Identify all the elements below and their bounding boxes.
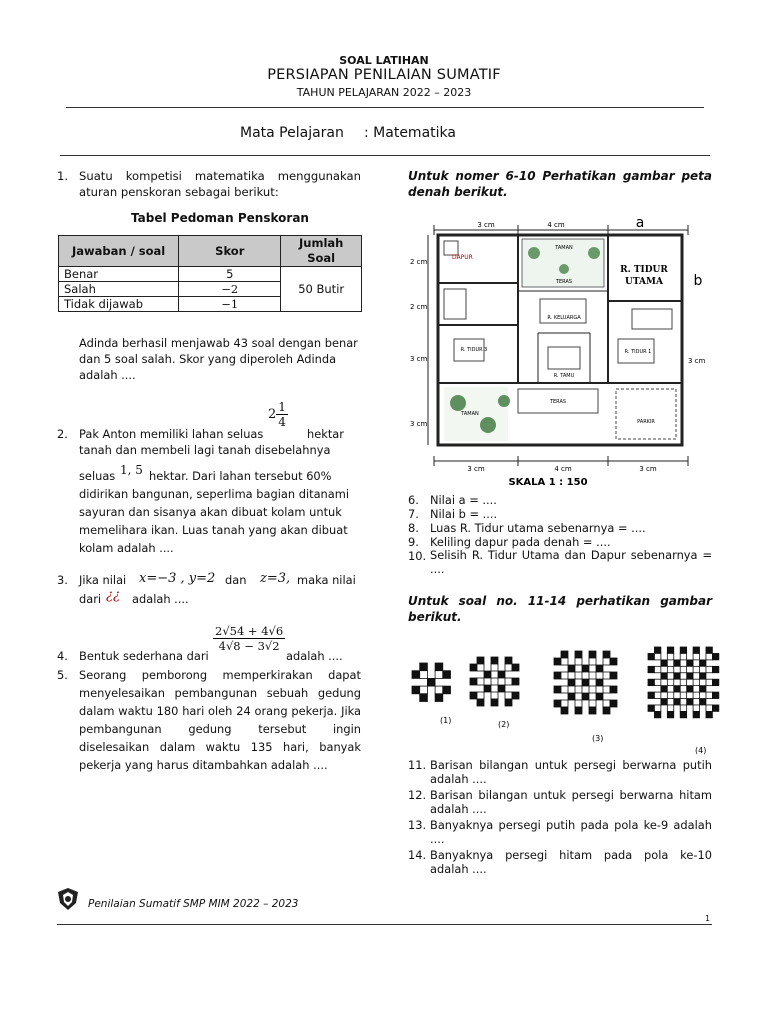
black-square xyxy=(706,711,712,717)
white-square xyxy=(706,653,712,659)
black-square xyxy=(693,647,699,653)
white-square xyxy=(491,678,498,685)
dim-label: 2 cm xyxy=(410,303,428,311)
black-square xyxy=(484,685,491,692)
black-square xyxy=(477,699,484,706)
black-square xyxy=(589,707,596,714)
table-cell: −2 xyxy=(179,282,281,297)
white-square xyxy=(706,666,712,672)
black-square xyxy=(596,693,603,700)
black-square xyxy=(674,699,680,705)
black-square xyxy=(687,699,693,705)
dim-label: 3 cm xyxy=(467,465,485,473)
question-text: maka nilai xyxy=(297,573,356,587)
room-label: TERAS xyxy=(555,279,573,285)
black-square xyxy=(498,671,505,678)
fraction xyxy=(276,400,288,429)
white-square xyxy=(505,678,512,685)
black-square xyxy=(674,660,680,666)
map-scale: SKALA 1 : 150 xyxy=(508,477,588,488)
room-label: TAMAN xyxy=(461,411,479,417)
header-year: TAHUN PELAJARAN 2022 – 2023 xyxy=(296,86,472,99)
black-square xyxy=(654,711,660,717)
question-text: Barisan bilangan untuk persegi berwarna putih adalah .... xyxy=(430,758,712,786)
question-text: seluas xyxy=(79,469,116,483)
question-text: Suatu kompetisi matematika menggunakan aturan penskoran sebagai berikut: xyxy=(79,169,361,199)
question-text: dan xyxy=(225,573,247,587)
black-square xyxy=(712,705,718,711)
dim-label: 4 cm xyxy=(547,221,565,229)
black-square xyxy=(470,692,477,699)
radical-fraction xyxy=(213,624,285,653)
white-square xyxy=(575,672,582,679)
header-title: SOAL LATIHAN xyxy=(339,54,429,67)
question-text: Luas R. Tidur utama sebenarnya = .... xyxy=(430,521,646,535)
question-number: 2. xyxy=(57,427,68,441)
black-square xyxy=(561,651,568,658)
question-text: Banyaknya persegi hitam pada pola ke-10 adalah .... xyxy=(430,848,712,876)
black-square xyxy=(512,678,519,685)
question-number: 4. xyxy=(57,649,68,663)
subject-value: : Matematika xyxy=(364,125,456,141)
question-text: Banyaknya persegi putih pada pola ke-9 adalah .... xyxy=(430,818,712,846)
white-square xyxy=(561,686,568,693)
table-cell: 5 xyxy=(179,267,281,282)
black-square xyxy=(603,651,610,658)
black-square xyxy=(648,705,654,711)
white-square xyxy=(654,666,660,672)
white-square xyxy=(693,666,699,672)
dim-label: 4 cm xyxy=(554,465,572,473)
black-square xyxy=(505,699,512,706)
question-text: Pak Anton memiliki lahan seluas xyxy=(79,427,264,441)
black-square xyxy=(554,672,561,679)
question-text: dari xyxy=(79,592,102,606)
white-square xyxy=(435,671,443,679)
black-square xyxy=(554,700,561,707)
black-square xyxy=(484,671,491,678)
white-square xyxy=(589,658,596,665)
room-label: TAMAN xyxy=(555,245,573,251)
black-square xyxy=(661,673,667,679)
white-square xyxy=(680,705,686,711)
question-text: didirikan bangunan, seperlima bagian ditanami xyxy=(79,487,350,501)
white-square xyxy=(667,705,673,711)
black-square xyxy=(568,665,575,672)
black-square xyxy=(693,711,699,717)
white-square xyxy=(603,686,610,693)
black-square xyxy=(568,693,575,700)
black-square xyxy=(610,700,617,707)
column-header: Skor xyxy=(179,236,281,267)
white-square xyxy=(491,692,498,699)
room-label: UTAMA xyxy=(625,277,663,287)
black-square xyxy=(712,666,718,672)
white-square xyxy=(667,666,673,672)
black-square xyxy=(667,711,673,717)
question-text: sayuran dan sisanya akan dibuat kolam untuk xyxy=(79,505,342,519)
dim-label: 3 cm xyxy=(639,465,657,473)
white-square xyxy=(589,672,596,679)
dim-label: 3 cm xyxy=(410,355,428,363)
black-square xyxy=(680,711,686,717)
white-square xyxy=(575,700,582,707)
black-square xyxy=(561,707,568,714)
black-square xyxy=(420,694,428,702)
pattern-2 xyxy=(470,657,519,706)
table-title: Tabel Pedoman Penskoran xyxy=(131,211,309,225)
white-square xyxy=(706,679,712,685)
black-square xyxy=(680,647,686,653)
black-square xyxy=(687,673,693,679)
fraction-denominator: 4 xyxy=(278,415,286,429)
black-square xyxy=(435,663,443,671)
white-square xyxy=(603,672,610,679)
black-square xyxy=(589,651,596,658)
question-number: 14. xyxy=(408,848,427,862)
black-square xyxy=(477,657,484,664)
white-square xyxy=(477,692,484,699)
black-square xyxy=(706,647,712,653)
black-square xyxy=(582,679,589,686)
column-header: Jumlah Soal xyxy=(281,236,362,267)
white-square xyxy=(603,700,610,707)
black-square xyxy=(412,686,420,694)
mixed-whole: 2 xyxy=(268,407,277,422)
black-square xyxy=(443,686,451,694)
map-instruction: Untuk nomer 6-10 Perhatikan gambar peta denah berikut. xyxy=(408,169,712,199)
room-label: R. TIDUR 1 xyxy=(624,349,652,355)
table-cell-jumlah: 50 Butir xyxy=(281,267,362,312)
white-square xyxy=(561,672,568,679)
white-square xyxy=(477,664,484,671)
white-square xyxy=(505,692,512,699)
pattern-instruction: Untuk soal no. 11-14 perhatikan gambar berikut. xyxy=(408,594,712,624)
dim-label: 3 cm xyxy=(477,221,495,229)
footer-divider xyxy=(57,924,712,925)
question-text: tanah dan membeli lagi tanah disebelahnya xyxy=(79,443,331,457)
fraction xyxy=(213,624,285,653)
room-label: DAPUR xyxy=(452,254,473,261)
table-cell: Benar xyxy=(59,267,179,282)
white-square xyxy=(680,692,686,698)
black-square xyxy=(443,671,451,679)
subject-label: Mata Pelajaran xyxy=(240,125,344,141)
black-square xyxy=(498,685,505,692)
black-square xyxy=(435,694,443,702)
white-square xyxy=(667,679,673,685)
black-square xyxy=(512,664,519,671)
black-square xyxy=(610,658,617,665)
white-square xyxy=(561,658,568,665)
question-number: 13. xyxy=(408,818,427,832)
question-number: 11. xyxy=(408,758,427,772)
room-label: R. TIDUR 3 xyxy=(460,347,488,353)
white-square xyxy=(706,692,712,698)
white-square xyxy=(477,678,484,685)
question-text: adalah .... xyxy=(286,649,343,663)
white-square xyxy=(505,664,512,671)
black-square xyxy=(596,679,603,686)
fraction-numerator: 1 xyxy=(278,400,286,414)
question-text: Bentuk sederhana dari xyxy=(79,649,209,663)
black-square xyxy=(610,686,617,693)
question-text: adalah .... xyxy=(132,592,189,606)
question-text: Keliling dapur pada denah = .... xyxy=(430,535,611,549)
black-square xyxy=(700,673,706,679)
fraction-numerator: 2√54 + 4√6 xyxy=(215,624,284,638)
pattern-label: (2) xyxy=(498,720,510,729)
black-square xyxy=(654,647,660,653)
black-square xyxy=(648,666,654,672)
black-square xyxy=(687,686,693,692)
question-text: Nilai a = .... xyxy=(430,493,497,507)
fraction-denominator: 4√8 − 3√2 xyxy=(218,639,280,653)
black-square xyxy=(554,658,561,665)
black-square xyxy=(712,653,718,659)
dim-label: 2 cm xyxy=(410,258,428,266)
black-square xyxy=(470,678,477,685)
scoring-table xyxy=(58,235,362,312)
question-number: 1. xyxy=(57,169,69,183)
pattern-label: (3) xyxy=(592,734,604,743)
question-text: kolam adalah .... xyxy=(79,541,174,555)
pattern-label: (4) xyxy=(695,746,707,755)
floor-plan-map xyxy=(408,213,712,491)
math-expression: x=−3 , y=2 xyxy=(139,571,216,586)
room-label: PARKIR xyxy=(637,419,655,425)
black-square xyxy=(674,673,680,679)
question-number: 5. xyxy=(57,668,68,682)
column-header: Jawaban / soal xyxy=(59,236,179,267)
math-value: 1, 5 xyxy=(120,463,143,477)
table-header-row xyxy=(59,236,362,267)
pattern-1 xyxy=(412,663,451,702)
white-square xyxy=(435,686,443,694)
question-text: Selisih R. Tidur Utama dan Dapur sebenarnya = .... xyxy=(430,548,712,576)
white-square xyxy=(680,679,686,685)
white-square xyxy=(693,692,699,698)
white-square xyxy=(654,692,660,698)
subject-line xyxy=(240,125,456,141)
header-subtitle: PERSIAPAN PENILAIAN SUMATIF xyxy=(267,67,501,83)
math-expression: z=3, xyxy=(260,571,291,586)
black-square xyxy=(491,699,498,706)
white-square xyxy=(420,671,428,679)
white-square xyxy=(575,686,582,693)
white-square xyxy=(667,692,673,698)
question-number: 9. xyxy=(408,535,419,549)
white-square xyxy=(491,664,498,671)
black-square xyxy=(667,647,673,653)
white-square xyxy=(706,705,712,711)
black-square xyxy=(661,699,667,705)
pattern-label: (1) xyxy=(440,716,452,725)
black-square xyxy=(700,686,706,692)
black-square xyxy=(420,663,428,671)
question-number: 7. xyxy=(408,507,419,521)
question-text: memelihara ikan. Luas tanah yang akan dibuat xyxy=(79,523,348,537)
room-label: R. KELUARGA xyxy=(547,315,581,321)
white-square xyxy=(680,666,686,672)
white-square xyxy=(575,658,582,665)
white-square xyxy=(693,653,699,659)
pattern-4 xyxy=(648,647,719,718)
question-text: hektar. Dari lahan tersebut 60% xyxy=(149,469,332,483)
black-square xyxy=(674,686,680,692)
black-square xyxy=(700,699,706,705)
question-number: 3. xyxy=(57,573,68,587)
white-square xyxy=(654,679,660,685)
black-square xyxy=(470,664,477,671)
black-square xyxy=(505,657,512,664)
black-square xyxy=(700,660,706,666)
white-square xyxy=(693,679,699,685)
question-1-followup: Adinda berhasil menjawab 43 soal dengan benar dan 5 soal salah. Skor yang diperoleh Adinda adalah .... xyxy=(79,336,358,382)
header-divider xyxy=(66,107,704,108)
black-square xyxy=(596,665,603,672)
white-square xyxy=(420,686,428,694)
question-number: 6. xyxy=(408,493,419,507)
black-square xyxy=(712,679,718,685)
white-square xyxy=(680,653,686,659)
white-square xyxy=(589,700,596,707)
room-label: TERAS xyxy=(549,399,567,405)
white-square xyxy=(654,653,660,659)
mixed-fraction xyxy=(268,400,288,429)
table-cell: −1 xyxy=(179,297,281,312)
black-square xyxy=(575,651,582,658)
math-placeholder: ¿¿ xyxy=(106,588,120,603)
subject-divider xyxy=(60,155,710,156)
black-square xyxy=(603,707,610,714)
black-square xyxy=(568,679,575,686)
black-square xyxy=(582,665,589,672)
black-square xyxy=(582,693,589,700)
dim-label: 3 cm xyxy=(688,357,706,365)
question-number: 10. xyxy=(408,549,427,563)
white-square xyxy=(654,705,660,711)
black-square xyxy=(661,660,667,666)
black-square xyxy=(610,672,617,679)
question-text: Jika nilai xyxy=(79,573,127,587)
square-patterns xyxy=(408,645,752,760)
question-text: Nilai b = .... xyxy=(430,507,498,521)
black-square xyxy=(661,686,667,692)
question-text: hektar xyxy=(307,427,344,441)
black-square xyxy=(427,678,435,686)
school-logo-icon xyxy=(57,887,79,911)
white-square xyxy=(589,686,596,693)
black-square xyxy=(512,692,519,699)
pattern-3 xyxy=(554,651,617,714)
black-square xyxy=(648,692,654,698)
black-square xyxy=(648,679,654,685)
white-square xyxy=(693,705,699,711)
dim-label: 3 cm xyxy=(410,420,428,428)
page-number: 1 xyxy=(705,914,711,923)
black-square xyxy=(687,660,693,666)
table-row xyxy=(59,267,362,282)
footer-text: Penilaian Sumatif SMP MIM 2022 – 2023 xyxy=(88,898,299,910)
black-square xyxy=(554,686,561,693)
question-number: 12. xyxy=(408,788,427,802)
white-square xyxy=(603,658,610,665)
table-cell: Salah xyxy=(59,282,179,297)
black-square xyxy=(648,653,654,659)
black-square xyxy=(575,707,582,714)
room-label: R. TAMU xyxy=(553,373,575,379)
question-number: 8. xyxy=(408,521,419,535)
black-square xyxy=(712,692,718,698)
question-text: Barisan bilangan untuk persegi berwarna hitam adalah .... xyxy=(430,788,712,816)
room-label: R. TIDUR xyxy=(620,265,668,275)
white-square xyxy=(667,653,673,659)
black-square xyxy=(491,657,498,664)
question-text: Seorang pemborong memperkirakan dapat menyelesaikan pembangunan sebuah gedung dalam waktu 180 hari oleh 24 orang pekerja. Jika pembangunan gedung tersebut ingin diselesaikan dalam waktu 135 hari, banyak pekerja yang harus ditambahkan adalah .... xyxy=(79,668,361,772)
map-label-a: a xyxy=(635,215,645,231)
white-square xyxy=(561,700,568,707)
table-cell: Tidak dijawab xyxy=(59,297,179,312)
map-label-b: b xyxy=(693,273,703,289)
black-square xyxy=(412,671,420,679)
